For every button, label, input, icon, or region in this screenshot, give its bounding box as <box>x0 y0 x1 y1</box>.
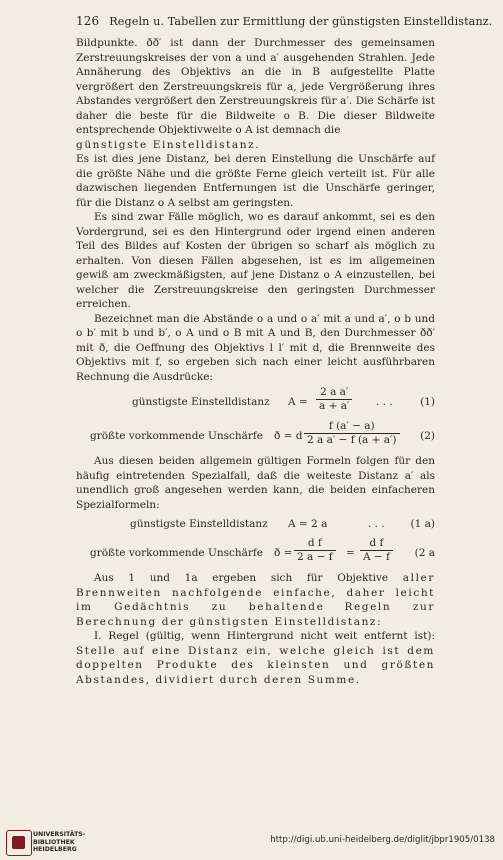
formula-label: größte vorkommende Unschärfe <box>90 547 263 559</box>
numerator: d f <box>294 537 336 551</box>
formula-dots: . . . <box>376 396 393 408</box>
formula-lhs: A = <box>288 396 308 408</box>
library-line: BIBLIOTHEK <box>33 838 75 846</box>
page-number: 126 <box>76 14 100 28</box>
paragraph-part: Regeln zur Berechnung der günstigsten Einstelldistanz: <box>76 601 435 628</box>
library-line: UNIVERSITÄTS- <box>33 831 86 838</box>
denominator: 2 a − f <box>297 551 333 563</box>
running-header <box>76 14 493 28</box>
formula-fraction <box>316 386 352 413</box>
formula-equals: = <box>346 547 355 559</box>
rule-text: Stelle auf eine Distanz ein, welche gleich ist dem doppelten Produkte des kleinsten und größten Abstandes, dividiert durch deren Summe. <box>76 644 435 686</box>
paragraph-part: Aus 1 und 1a ergeben sich für Objektive <box>94 572 389 584</box>
rule-paragraph <box>76 629 435 687</box>
denominator: A − f <box>363 551 390 563</box>
paragraph: Es sind zwar Fälle möglich, wo es darauf ankommt, sei es den Vordergrund, sei es den Hintergrund oder irgend einen anderen Teil des Bildes auf Kosten der übrigen so scharf als möglich zu erhalten. Von diesen Fällen abgesehen, ist es im allgemeinen gewiß am zweckmäßigsten, auf jene Distanz o A einzustellen, bei welcher die Zerstreuungskreise den geringsten Durchmesser erreichen. <box>76 211 435 310</box>
formula-expression: A = 2 a <box>288 518 328 530</box>
denominator: 2 a a′ − f (a + a′) <box>307 434 397 446</box>
formula-number: (1 a) <box>410 518 435 530</box>
paragraph-part: aller Brennweiten nachfolgende einfache, daher leicht im Gedächtnis zu behaltende <box>76 572 435 613</box>
paragraph: Es ist dies jene Distanz, bei deren Einstellung die Unschärfe auf die größte Nähe und die größte Ferne gleich verteilt ist. Für alle dazwischen liegenden Entfernungen ist die Unschärfe geringer, für die Distanz o A selbst am geringsten. <box>76 153 435 209</box>
formula-number: (2 a <box>414 547 435 559</box>
paragraph <box>76 571 435 629</box>
formula-lhs: ð = <box>274 547 293 559</box>
formula-1a <box>76 515 435 533</box>
formula-lhs: ð = d <box>274 430 303 442</box>
library-name <box>33 831 85 854</box>
numerator: f (a′ − a) <box>304 420 400 434</box>
formula-1 <box>76 386 435 416</box>
denominator: a + a′ <box>319 400 350 412</box>
formula-2a <box>76 537 435 567</box>
paragraph: Bezeichnet man die Abstände o a und o a′ mit a und a′, o b und o b′ mit b und b′, o A und o B mit A und B, den Durchmesser ðð′ mit ð, die Oeffnung des Objektivs l l′ mit d, die Brennweite des Objektivs mit f, so ergeben sich nach einer leicht ausführbaren Rechnung die Ausdrücke: <box>76 312 435 383</box>
emphasis-term: günstigste Einstelldistanz. <box>76 138 261 151</box>
body-text <box>76 36 435 687</box>
paragraph: Aus diesen beiden allgemein gültigen Formeln folgen für den häufig eintretenden Spezialfall, daß die weiteste Distanz a′ als unendlich groß angesehen werden kann, die beiden einfacheren Spezialformeln: <box>76 455 435 511</box>
formula-label: günstigste Einstelldistanz <box>132 396 270 408</box>
library-line: HEIDELBERG <box>33 846 77 853</box>
formula-number: (2) <box>420 430 435 442</box>
formula-number: (1) <box>420 396 435 408</box>
formula-label: größte vorkommende Unschärfe <box>90 430 263 442</box>
formula-label: günstigste Einstelldistanz <box>130 518 268 530</box>
running-title: Regeln u. Tabellen zur Ermittlung der günstigsten Einstelldistanz. <box>109 15 493 28</box>
paragraph: Bildpunkte. ðð′ ist dann der Durchmesser des gemeinsamen Zerstreuungskreises der von a und a′ ausgehenden Strahlen. Jede Annäherung des Objektivs an die in B aufgestellte Platte vergrößert den Zerstreuungskreis für a, jede Vergrößerung ihres Abstandes vergrößert den Zerstreuungskreis für a′. Die Schärfe ist daher die beste für die Bildweite o B. Die dieser Bildweite entsprechende Objektivweite o A ist demnach die <box>76 37 435 136</box>
source-url[interactable]: http://digi.ub.uni-heidelberg.de/diglit/jbpr1905/0138 <box>270 835 495 845</box>
digitization-footer <box>0 826 503 860</box>
formula-fraction <box>304 420 400 447</box>
library-logo-icon <box>6 830 32 856</box>
numerator: d f <box>360 537 393 551</box>
rule-heading: I. Regel (gültig, wenn Hintergrund nicht weit entfernt ist): <box>94 630 435 642</box>
formula-2 <box>76 420 435 450</box>
formula-fraction <box>360 537 393 564</box>
numerator: 2 a a′ <box>316 386 352 400</box>
formula-fraction <box>294 537 336 564</box>
formula-dots: . . . <box>368 518 385 530</box>
